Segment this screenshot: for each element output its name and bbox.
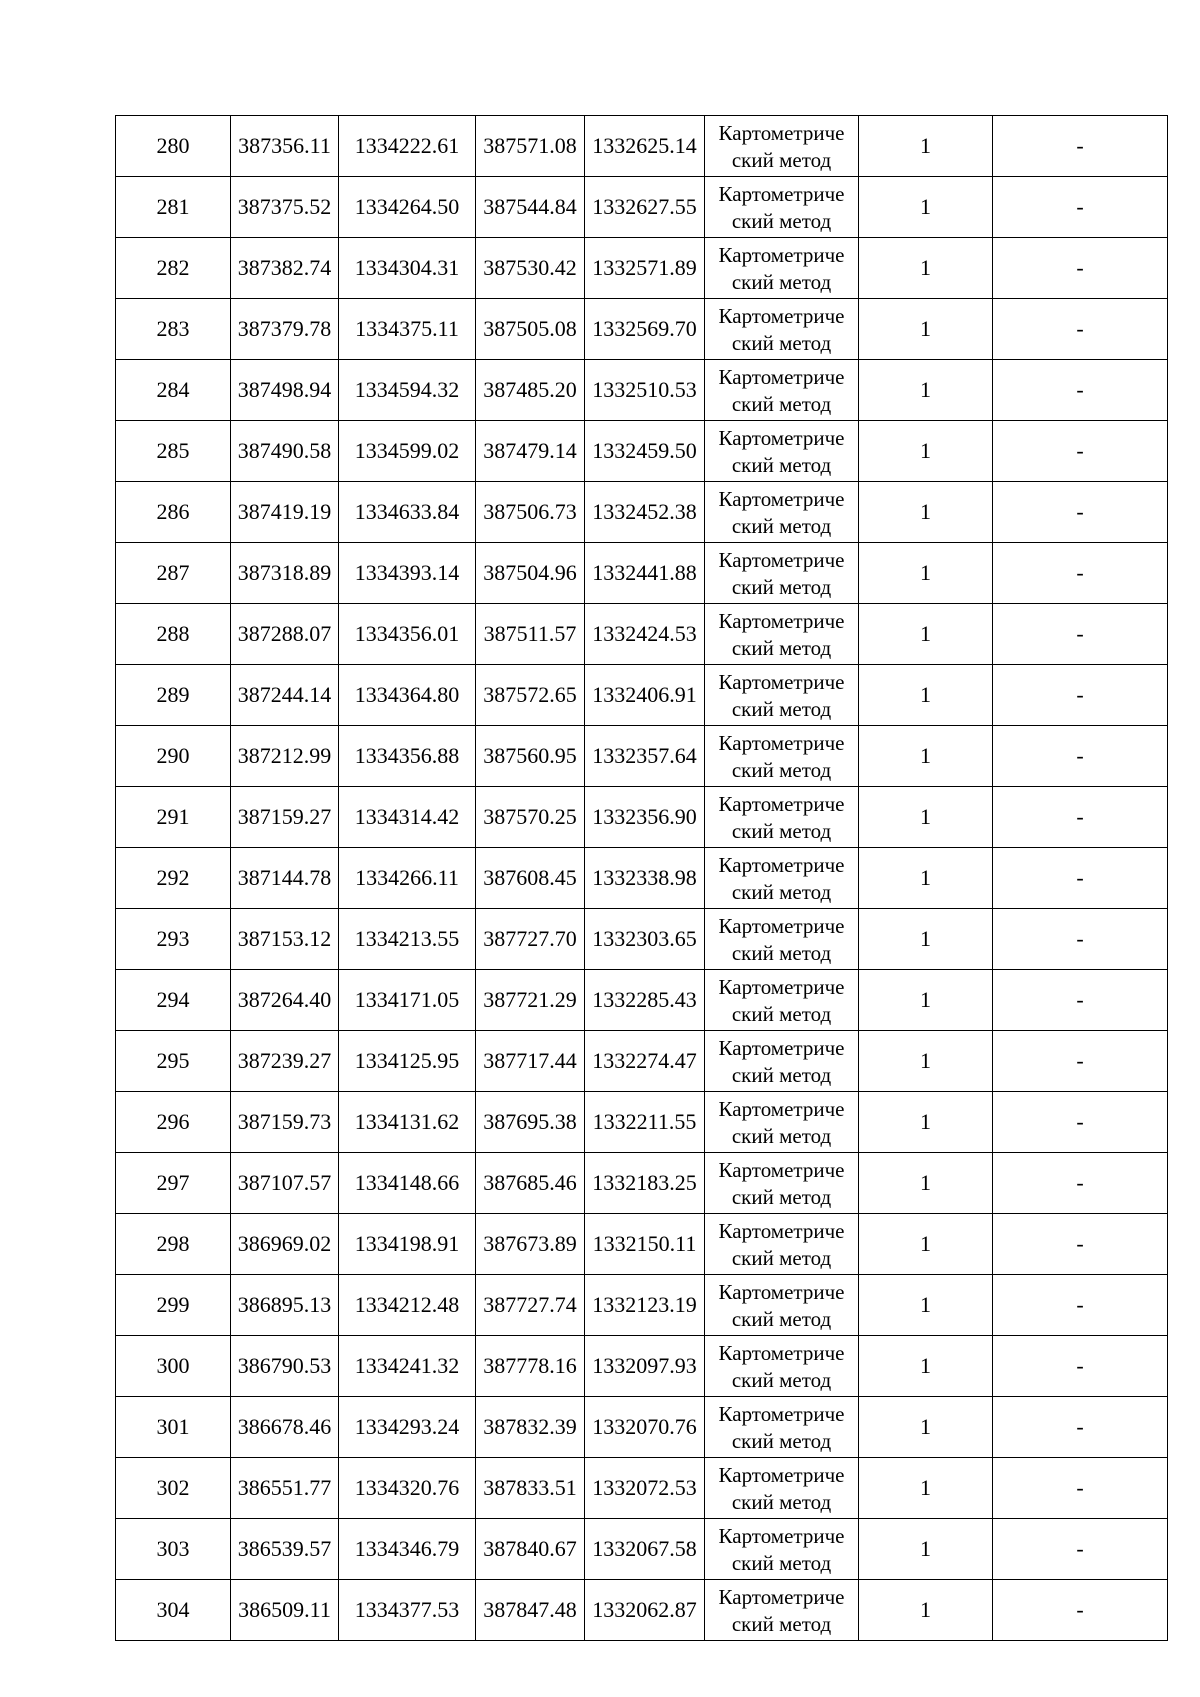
x-coordinate-alt-cell: 387479.14 (476, 421, 585, 482)
accuracy-cell: 1 (859, 1458, 993, 1519)
note-cell: - (993, 238, 1168, 299)
table-row (116, 1092, 1168, 1153)
method-text-line: Картометриче (718, 1097, 845, 1121)
method-text-line: Картометриче (718, 1280, 845, 1304)
point-number-cell: 297 (116, 1153, 231, 1214)
method-text-line: Картометриче (718, 426, 845, 450)
table-row (116, 1031, 1168, 1092)
method-text-line: ский метод (731, 1490, 832, 1514)
note-cell: - (993, 177, 1168, 238)
x-coordinate-alt-cell: 387544.84 (476, 177, 585, 238)
x-coordinate-cell: 387244.14 (231, 665, 339, 726)
method-text-line: Картометриче (718, 1341, 845, 1365)
point-number-cell: 295 (116, 1031, 231, 1092)
table-row (116, 1336, 1168, 1397)
table-row (116, 970, 1168, 1031)
accuracy-cell: 1 (859, 787, 993, 848)
y-coordinate-cell: 1334198.91 (339, 1214, 476, 1275)
method-text-line: ский метод (731, 758, 832, 782)
method-text-line: Картометриче (718, 548, 845, 572)
point-number-cell: 301 (116, 1397, 231, 1458)
x-coordinate-cell: 386678.46 (231, 1397, 339, 1458)
note-cell: - (993, 299, 1168, 360)
note-cell: - (993, 1153, 1168, 1214)
method-text-line: Картометриче (718, 304, 845, 328)
method-cell (705, 1153, 859, 1214)
y-coordinate-alt-cell: 1332062.87 (585, 1580, 705, 1641)
method-cell (705, 665, 859, 726)
method-text-line: ский метод (731, 270, 832, 294)
accuracy-cell: 1 (859, 1580, 993, 1641)
x-coordinate-cell: 387382.74 (231, 238, 339, 299)
method-text-line: ский метод (731, 148, 832, 172)
y-coordinate-alt-cell: 1332211.55 (585, 1092, 705, 1153)
y-coordinate-alt-cell: 1332452.38 (585, 482, 705, 543)
table-row (116, 299, 1168, 360)
accuracy-cell: 1 (859, 543, 993, 604)
accuracy-cell: 1 (859, 1153, 993, 1214)
x-coordinate-alt-cell: 387570.25 (476, 787, 585, 848)
note-cell: - (993, 1092, 1168, 1153)
y-coordinate-cell: 1334131.62 (339, 1092, 476, 1153)
y-coordinate-cell: 1334293.24 (339, 1397, 476, 1458)
y-coordinate-cell: 1334393.14 (339, 543, 476, 604)
note-cell: - (993, 543, 1168, 604)
table-row (116, 909, 1168, 970)
method-text-line: ский метод (731, 575, 832, 599)
method-text-line: ский метод (731, 1185, 832, 1209)
y-coordinate-cell: 1334266.11 (339, 848, 476, 909)
method-text-line: ский метод (731, 331, 832, 355)
point-number-cell: 285 (116, 421, 231, 482)
table-row (116, 1214, 1168, 1275)
note-cell: - (993, 970, 1168, 1031)
note-cell: - (993, 421, 1168, 482)
x-coordinate-cell: 387144.78 (231, 848, 339, 909)
method-cell (705, 1092, 859, 1153)
table-row (116, 848, 1168, 909)
point-number-cell: 300 (116, 1336, 231, 1397)
y-coordinate-cell: 1334264.50 (339, 177, 476, 238)
table-row (116, 604, 1168, 665)
y-coordinate-cell: 1334364.80 (339, 665, 476, 726)
method-cell (705, 1397, 859, 1458)
x-coordinate-cell: 387159.27 (231, 787, 339, 848)
method-text-line: Картометриче (718, 1402, 845, 1426)
accuracy-cell: 1 (859, 116, 993, 177)
x-coordinate-alt-cell: 387721.29 (476, 970, 585, 1031)
method-cell (705, 482, 859, 543)
table-row (116, 665, 1168, 726)
point-number-cell: 282 (116, 238, 231, 299)
x-coordinate-cell: 387264.40 (231, 970, 339, 1031)
x-coordinate-cell: 386790.53 (231, 1336, 339, 1397)
x-coordinate-cell: 387239.27 (231, 1031, 339, 1092)
table-row (116, 726, 1168, 787)
y-coordinate-alt-cell: 1332067.58 (585, 1519, 705, 1580)
method-cell (705, 1336, 859, 1397)
accuracy-cell: 1 (859, 421, 993, 482)
table-row (116, 360, 1168, 421)
accuracy-cell: 1 (859, 848, 993, 909)
method-text-line: Картометриче (718, 609, 845, 633)
y-coordinate-alt-cell: 1332183.25 (585, 1153, 705, 1214)
y-coordinate-alt-cell: 1332459.50 (585, 421, 705, 482)
y-coordinate-cell: 1334213.55 (339, 909, 476, 970)
method-text-line: Картометриче (718, 182, 845, 206)
table-row (116, 1458, 1168, 1519)
x-coordinate-alt-cell: 387840.67 (476, 1519, 585, 1580)
x-coordinate-alt-cell: 387727.74 (476, 1275, 585, 1336)
x-coordinate-alt-cell: 387727.70 (476, 909, 585, 970)
table-row (116, 787, 1168, 848)
point-number-cell: 299 (116, 1275, 231, 1336)
accuracy-cell: 1 (859, 1275, 993, 1336)
y-coordinate-alt-cell: 1332569.70 (585, 299, 705, 360)
method-text-line: ский метод (731, 880, 832, 904)
x-coordinate-cell: 387490.58 (231, 421, 339, 482)
method-text-line: ский метод (731, 819, 832, 843)
point-number-cell: 291 (116, 787, 231, 848)
y-coordinate-cell: 1334375.11 (339, 299, 476, 360)
y-coordinate-cell: 1334148.66 (339, 1153, 476, 1214)
method-cell (705, 970, 859, 1031)
x-coordinate-alt-cell: 387833.51 (476, 1458, 585, 1519)
method-cell (705, 604, 859, 665)
y-coordinate-alt-cell: 1332097.93 (585, 1336, 705, 1397)
y-coordinate-cell: 1334346.79 (339, 1519, 476, 1580)
table-row (116, 482, 1168, 543)
method-text-line: Картометриче (718, 731, 845, 755)
method-text-line: Картометриче (718, 1219, 845, 1243)
method-text-line: Картометриче (718, 365, 845, 389)
note-cell: - (993, 1458, 1168, 1519)
x-coordinate-alt-cell: 387504.96 (476, 543, 585, 604)
x-coordinate-alt-cell: 387695.38 (476, 1092, 585, 1153)
method-text-line: ский метод (731, 514, 832, 538)
method-text-line: Картометриче (718, 121, 845, 145)
y-coordinate-cell: 1334377.53 (339, 1580, 476, 1641)
x-coordinate-alt-cell: 387511.57 (476, 604, 585, 665)
point-number-cell: 294 (116, 970, 231, 1031)
note-cell: - (993, 116, 1168, 177)
y-coordinate-alt-cell: 1332123.19 (585, 1275, 705, 1336)
note-cell: - (993, 1336, 1168, 1397)
y-coordinate-alt-cell: 1332510.53 (585, 360, 705, 421)
x-coordinate-alt-cell: 387608.45 (476, 848, 585, 909)
method-cell (705, 787, 859, 848)
table-row (116, 238, 1168, 299)
method-text-line: ский метод (731, 392, 832, 416)
method-text-line: ский метод (731, 1429, 832, 1453)
point-number-cell: 298 (116, 1214, 231, 1275)
y-coordinate-cell: 1334241.32 (339, 1336, 476, 1397)
method-cell (705, 1519, 859, 1580)
y-coordinate-alt-cell: 1332356.90 (585, 787, 705, 848)
x-coordinate-alt-cell: 387832.39 (476, 1397, 585, 1458)
y-coordinate-cell: 1334171.05 (339, 970, 476, 1031)
x-coordinate-cell: 387153.12 (231, 909, 339, 970)
method-text-line: Картометриче (718, 1036, 845, 1060)
point-number-cell: 283 (116, 299, 231, 360)
accuracy-cell: 1 (859, 726, 993, 787)
y-coordinate-alt-cell: 1332625.14 (585, 116, 705, 177)
x-coordinate-cell: 387159.73 (231, 1092, 339, 1153)
method-text-line: ский метод (731, 209, 832, 233)
point-number-cell: 293 (116, 909, 231, 970)
x-coordinate-alt-cell: 387778.16 (476, 1336, 585, 1397)
method-text-line: Картометриче (718, 243, 845, 267)
method-cell (705, 360, 859, 421)
x-coordinate-cell: 387419.19 (231, 482, 339, 543)
y-coordinate-alt-cell: 1332571.89 (585, 238, 705, 299)
point-number-cell: 290 (116, 726, 231, 787)
method-cell (705, 726, 859, 787)
method-cell (705, 1275, 859, 1336)
y-coordinate-cell: 1334125.95 (339, 1031, 476, 1092)
accuracy-cell: 1 (859, 177, 993, 238)
x-coordinate-alt-cell: 387506.73 (476, 482, 585, 543)
method-text-line: ский метод (731, 1063, 832, 1087)
method-cell (705, 1458, 859, 1519)
accuracy-cell: 1 (859, 1519, 993, 1580)
x-coordinate-cell: 386969.02 (231, 1214, 339, 1275)
note-cell: - (993, 1214, 1168, 1275)
accuracy-cell: 1 (859, 1031, 993, 1092)
method-cell (705, 238, 859, 299)
table-row (116, 421, 1168, 482)
table-row (116, 543, 1168, 604)
method-text-line: Картометриче (718, 1585, 845, 1609)
accuracy-cell: 1 (859, 299, 993, 360)
x-coordinate-cell: 387356.11 (231, 116, 339, 177)
method-text-line: ский метод (731, 941, 832, 965)
x-coordinate-cell: 387498.94 (231, 360, 339, 421)
y-coordinate-cell: 1334633.84 (339, 482, 476, 543)
y-coordinate-cell: 1334599.02 (339, 421, 476, 482)
note-cell: - (993, 1275, 1168, 1336)
point-number-cell: 280 (116, 116, 231, 177)
x-coordinate-cell: 386509.11 (231, 1580, 339, 1641)
method-cell (705, 299, 859, 360)
method-text-line: Картометриче (718, 670, 845, 694)
y-coordinate-cell: 1334212.48 (339, 1275, 476, 1336)
method-cell (705, 543, 859, 604)
method-text-line: Картометриче (718, 1524, 845, 1548)
point-number-cell: 296 (116, 1092, 231, 1153)
table-row (116, 177, 1168, 238)
method-cell (705, 1214, 859, 1275)
method-text-line: ский метод (731, 453, 832, 477)
method-cell (705, 1580, 859, 1641)
y-coordinate-alt-cell: 1332627.55 (585, 177, 705, 238)
x-coordinate-alt-cell: 387847.48 (476, 1580, 585, 1641)
method-text-line: ский метод (731, 1124, 832, 1148)
method-text-line: Картометриче (718, 792, 845, 816)
x-coordinate-alt-cell: 387505.08 (476, 299, 585, 360)
y-coordinate-alt-cell: 1332285.43 (585, 970, 705, 1031)
y-coordinate-alt-cell: 1332150.11 (585, 1214, 705, 1275)
x-coordinate-cell: 387379.78 (231, 299, 339, 360)
method-text-line: ский метод (731, 1368, 832, 1392)
y-coordinate-alt-cell: 1332338.98 (585, 848, 705, 909)
table-row (116, 1275, 1168, 1336)
x-coordinate-cell: 387318.89 (231, 543, 339, 604)
method-text-line: Картометриче (718, 914, 845, 938)
y-coordinate-cell: 1334314.42 (339, 787, 476, 848)
accuracy-cell: 1 (859, 1397, 993, 1458)
accuracy-cell: 1 (859, 970, 993, 1031)
y-coordinate-cell: 1334356.88 (339, 726, 476, 787)
table-row (116, 1580, 1168, 1641)
y-coordinate-cell: 1334304.31 (339, 238, 476, 299)
x-coordinate-alt-cell: 387560.95 (476, 726, 585, 787)
method-text-line: Картометриче (718, 1158, 845, 1182)
note-cell: - (993, 726, 1168, 787)
method-text-line: Картометриче (718, 975, 845, 999)
y-coordinate-cell: 1334356.01 (339, 604, 476, 665)
table-row (116, 1153, 1168, 1214)
note-cell: - (993, 909, 1168, 970)
method-text-line: ский метод (731, 1002, 832, 1026)
method-cell (705, 421, 859, 482)
note-cell: - (993, 360, 1168, 421)
y-coordinate-alt-cell: 1332406.91 (585, 665, 705, 726)
point-number-cell: 303 (116, 1519, 231, 1580)
y-coordinate-alt-cell: 1332357.64 (585, 726, 705, 787)
method-text-line: ский метод (731, 697, 832, 721)
method-text-line: ский метод (731, 1612, 832, 1636)
method-text-line: Картометриче (718, 1463, 845, 1487)
method-cell (705, 909, 859, 970)
table-row (116, 1519, 1168, 1580)
point-number-cell: 292 (116, 848, 231, 909)
method-text-line: ский метод (731, 636, 832, 660)
accuracy-cell: 1 (859, 482, 993, 543)
accuracy-cell: 1 (859, 909, 993, 970)
method-text-line: ский метод (731, 1307, 832, 1331)
method-cell (705, 116, 859, 177)
point-number-cell: 304 (116, 1580, 231, 1641)
accuracy-cell: 1 (859, 1336, 993, 1397)
table-body (116, 116, 1168, 1641)
note-cell: - (993, 848, 1168, 909)
table-row (116, 116, 1168, 177)
point-number-cell: 289 (116, 665, 231, 726)
y-coordinate-alt-cell: 1332441.88 (585, 543, 705, 604)
accuracy-cell: 1 (859, 238, 993, 299)
point-number-cell: 286 (116, 482, 231, 543)
x-coordinate-alt-cell: 387717.44 (476, 1031, 585, 1092)
note-cell: - (993, 604, 1168, 665)
accuracy-cell: 1 (859, 1092, 993, 1153)
y-coordinate-cell: 1334320.76 (339, 1458, 476, 1519)
accuracy-cell: 1 (859, 1214, 993, 1275)
x-coordinate-alt-cell: 387673.89 (476, 1214, 585, 1275)
x-coordinate-alt-cell: 387485.20 (476, 360, 585, 421)
note-cell: - (993, 482, 1168, 543)
y-coordinate-cell: 1334222.61 (339, 116, 476, 177)
x-coordinate-cell: 387107.57 (231, 1153, 339, 1214)
x-coordinate-alt-cell: 387571.08 (476, 116, 585, 177)
y-coordinate-cell: 1334594.32 (339, 360, 476, 421)
x-coordinate-alt-cell: 387685.46 (476, 1153, 585, 1214)
x-coordinate-cell: 387375.52 (231, 177, 339, 238)
note-cell: - (993, 665, 1168, 726)
coordinates-table (115, 115, 1168, 1641)
point-number-cell: 284 (116, 360, 231, 421)
point-number-cell: 288 (116, 604, 231, 665)
y-coordinate-alt-cell: 1332274.47 (585, 1031, 705, 1092)
point-number-cell: 287 (116, 543, 231, 604)
y-coordinate-alt-cell: 1332072.53 (585, 1458, 705, 1519)
note-cell: - (993, 787, 1168, 848)
note-cell: - (993, 1031, 1168, 1092)
y-coordinate-alt-cell: 1332424.53 (585, 604, 705, 665)
method-text-line: ский метод (731, 1551, 832, 1575)
point-number-cell: 281 (116, 177, 231, 238)
method-text-line: ский метод (731, 1246, 832, 1270)
y-coordinate-alt-cell: 1332070.76 (585, 1397, 705, 1458)
method-text-line: Картометриче (718, 853, 845, 877)
accuracy-cell: 1 (859, 604, 993, 665)
method-cell (705, 1031, 859, 1092)
method-cell (705, 848, 859, 909)
note-cell: - (993, 1580, 1168, 1641)
x-coordinate-cell: 386551.77 (231, 1458, 339, 1519)
x-coordinate-cell: 387288.07 (231, 604, 339, 665)
point-number-cell: 302 (116, 1458, 231, 1519)
x-coordinate-alt-cell: 387530.42 (476, 238, 585, 299)
note-cell: - (993, 1519, 1168, 1580)
accuracy-cell: 1 (859, 665, 993, 726)
x-coordinate-cell: 386539.57 (231, 1519, 339, 1580)
x-coordinate-cell: 386895.13 (231, 1275, 339, 1336)
table-row (116, 1397, 1168, 1458)
y-coordinate-alt-cell: 1332303.65 (585, 909, 705, 970)
x-coordinate-cell: 387212.99 (231, 726, 339, 787)
method-text-line: Картометриче (718, 487, 845, 511)
note-cell: - (993, 1397, 1168, 1458)
x-coordinate-alt-cell: 387572.65 (476, 665, 585, 726)
method-cell (705, 177, 859, 238)
accuracy-cell: 1 (859, 360, 993, 421)
